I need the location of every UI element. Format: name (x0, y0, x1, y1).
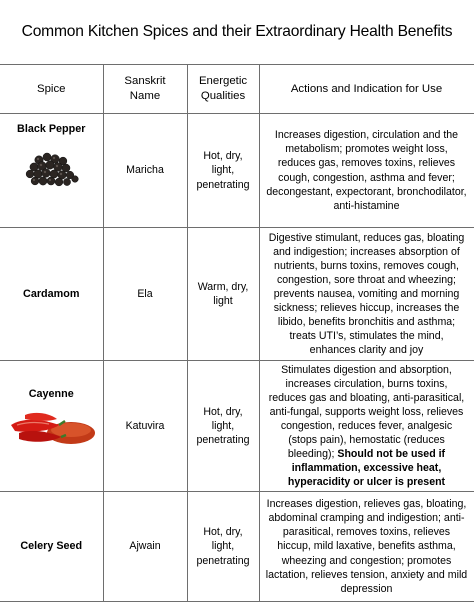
sanskrit-cell: Ela (103, 228, 187, 361)
actions-cell: Increases digestion, relieves gas, bloating, abdominal cramping and indigestion; anti-parasitical, removes toxins, relieves hiccup, mild laxative, benefits asthma, wheezing and congestion; promotes lactation, relieves tension, anxiety and mild depression (259, 492, 474, 602)
spice-cell (0, 228, 103, 361)
spice-cell (0, 361, 103, 492)
header-row (0, 65, 474, 114)
sanskrit-cell: Maricha (103, 114, 187, 228)
actions-cell: Digestive stimulant, reduces gas, bloating and indigestion; increases absorption of nutrients, burns toxins, removes cough, congestion, sore throat and wheezing; prevents nausea, vomiting and morning sickness; relieves hiccup, increases the libido, benefits bronchitis and asthma; treats UTI’s, stimulates the mind, enhances clarity and joy (259, 228, 474, 361)
table-row (0, 114, 474, 228)
spice-table (0, 64, 474, 602)
spice-cell (0, 114, 103, 228)
spice-name: Cardamom (23, 287, 80, 300)
header-energetic-qualities: Energetic Qualities (187, 65, 259, 114)
table-row (0, 361, 474, 492)
page-title: Common Kitchen Spices and their Extraordinary Health Benefits (21, 23, 453, 40)
spice-cell (0, 492, 103, 602)
warning-text: Should not be used if inflammation, excessive heat, hyperacidity or ulcer is present (287, 448, 446, 489)
qualities-cell: Hot, dry, light, penetrating (187, 361, 259, 492)
table-row (0, 228, 474, 361)
header-sanskrit-name: Sanskrit Name (103, 65, 187, 114)
header-spice: Spice (0, 65, 103, 114)
spice-name: Celery Seed (20, 540, 83, 553)
header-actions: Actions and Indication for Use (259, 65, 474, 114)
sanskrit-cell: Ajwain (103, 492, 187, 602)
spice-name: Cayenne (28, 388, 74, 400)
spice-name: Black Pepper (17, 123, 86, 135)
table-row (0, 492, 474, 602)
red-chili-peppers-icon (0, 403, 103, 451)
actions-cell: Stimulates digestion and absorption, increases circulation, burns toxins, reduces gas and bloating, anti-parasitical, anti-fungal, supports weight loss, relieves congestion, reduces fever, analgesic (stops pain), hemostatic (reduces bleeding); Should not be used if inflammation, excessive heat, hyperacidity or ulcer is present (259, 361, 474, 492)
qualities-cell: Hot, dry, light, penetrating (187, 114, 259, 228)
actions-cell: Increases digestion, circulation and the metabolism; promotes weight loss, reduces gas, removes toxins, relieves cough, congestion, asthma and fever; decongestant, expectorant, bronchodilator, anti-histamine (259, 114, 474, 228)
qualities-cell: Warm, dry, light (187, 228, 259, 361)
sanskrit-cell: Katuvira (103, 361, 187, 492)
qualities-cell: Hot, dry, light, penetrating (187, 492, 259, 602)
black-peppercorns-icon (0, 148, 103, 190)
